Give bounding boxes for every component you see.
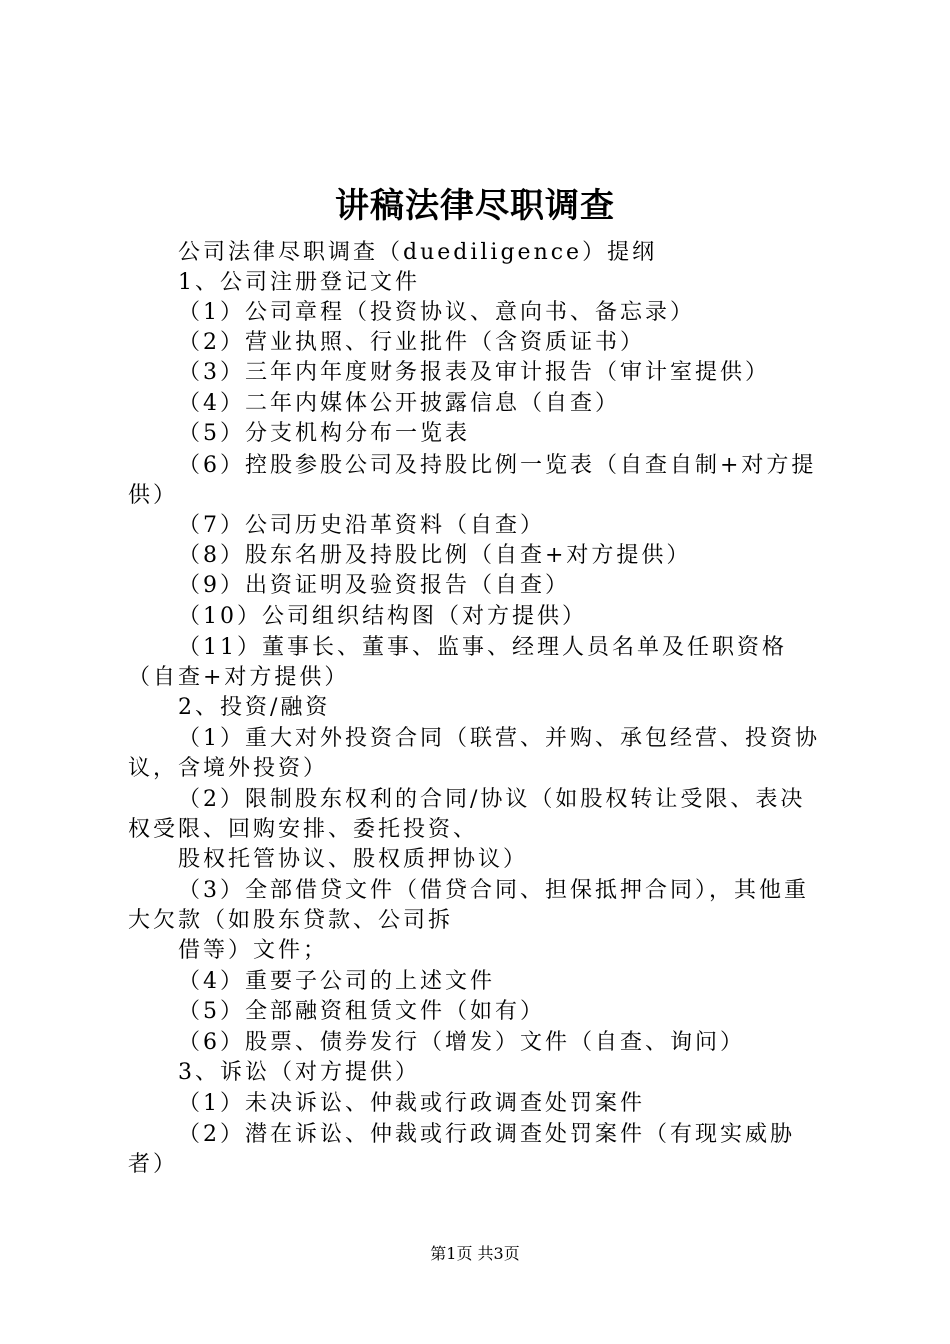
text-line: （8）股东名册及持股比例（自查+对方提供） xyxy=(178,543,692,568)
text-line: 大欠款（如股东贷款、公司拆 xyxy=(128,908,454,933)
section-heading: 1、公司注册登记文件 xyxy=(178,270,420,295)
text-line: （10）公司组织结构图（对方提供） xyxy=(178,604,587,629)
text-line: （7）公司历史沿革资料（自查） xyxy=(178,513,545,538)
text-line: （6）控股参股公司及持股比例一览表（自查自制+对方提 xyxy=(178,453,817,478)
text-line: 公司法律尽职调查（duediligence）提纲 xyxy=(178,240,658,265)
document-title: 讲稿法律尽职调查 xyxy=(335,186,615,226)
text-line: （5）分支机构分布一览表 xyxy=(178,421,470,446)
text-line: 权受限、回购安排、委托投资、 xyxy=(128,817,479,842)
text-line: （4）重要子公司的上述文件 xyxy=(178,969,495,994)
text-line: （2）限制股东权利的合同/协议（如股权转让受限、表决 xyxy=(178,787,806,812)
text-line: 者） xyxy=(128,1152,179,1177)
text-line: （3）三年内年度财务报表及审计报告（审计室提供） xyxy=(178,360,770,385)
section-heading: 3、诉讼（对方提供） xyxy=(178,1060,420,1085)
text-line: 供） xyxy=(128,483,179,508)
text-line: 议，含境外投资） xyxy=(128,756,329,781)
text-line: （11）董事长、董事、监事、经理人员名单及任职资格 xyxy=(178,635,787,660)
page-footer: 第1页 共3页 xyxy=(430,1244,520,1263)
text-line: （1）重大对外投资合同（联营、并购、承包经营、投资协 xyxy=(178,726,820,751)
text-line: （5）全部融资租赁文件（如有） xyxy=(178,999,545,1024)
text-line: （9）出资证明及验资报告（自查） xyxy=(178,573,570,598)
text-line: （1）公司章程（投资协议、意向书、备忘录） xyxy=(178,300,695,325)
text-line: （自查+对方提供） xyxy=(128,665,350,690)
text-line: 借等）文件； xyxy=(178,938,329,963)
text-line: （3）全部借贷文件（借贷合同、担保抵押合同），其他重 xyxy=(178,878,809,903)
text-line: （4）二年内媒体公开披露信息（自查） xyxy=(178,391,620,416)
section-heading: 2、投资/融资 xyxy=(178,695,331,720)
text-line: （1）未决诉讼、仲裁或行政调查处罚案件 xyxy=(178,1091,645,1116)
text-line: （6）股票、债券发行（增发）文件（自查、询问） xyxy=(178,1030,745,1055)
text-line: （2）潜在诉讼、仲裁或行政调查处罚案件（有现实威胁 xyxy=(178,1122,795,1147)
text-line: 股权托管协议、股权质押协议） xyxy=(178,847,529,872)
text-line: （2）营业执照、行业批件（含资质证书） xyxy=(178,330,645,355)
